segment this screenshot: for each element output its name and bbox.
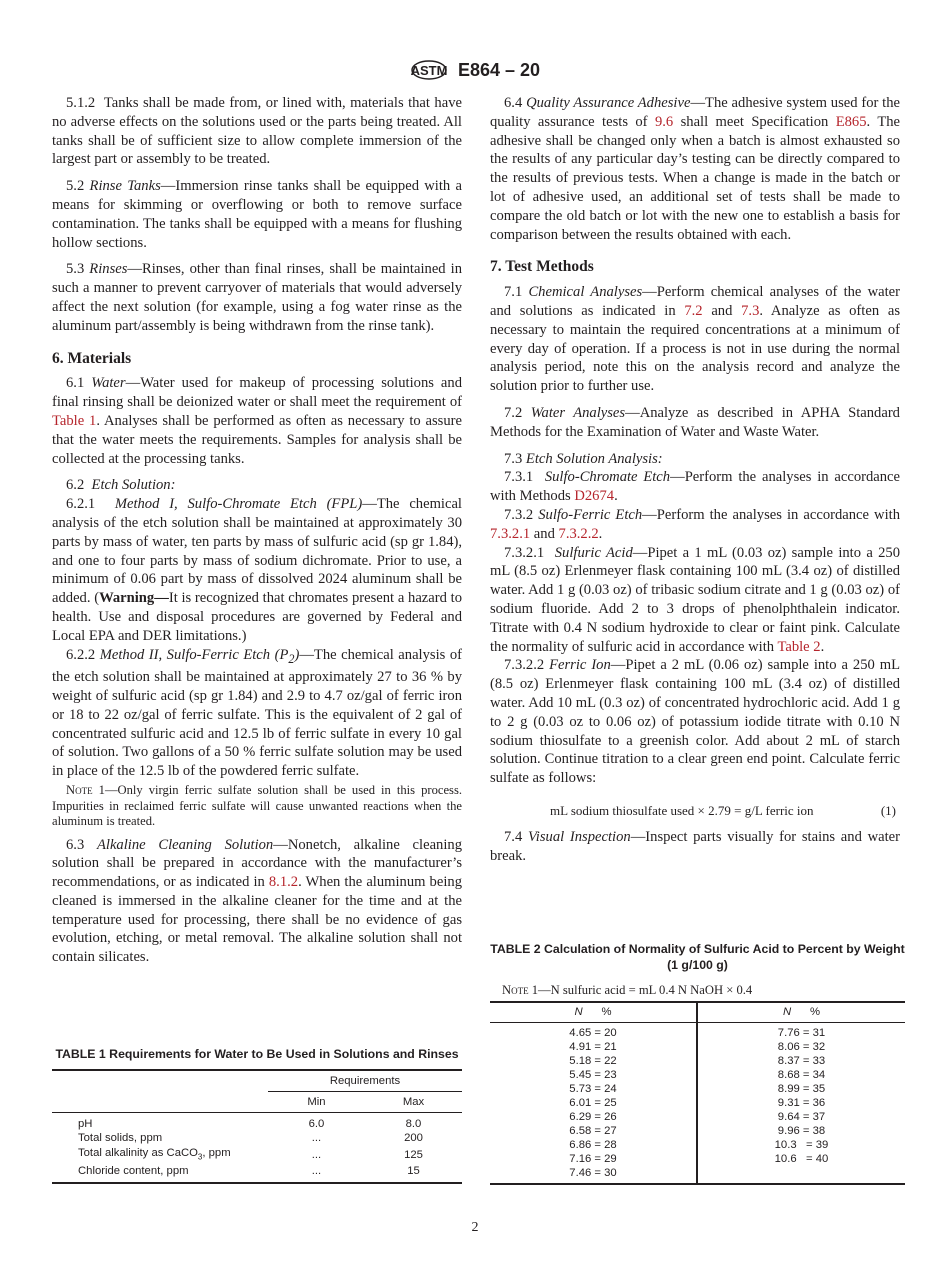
section-7-3-2-1-link[interactable]: 7.3.2.1 — [490, 525, 531, 542]
max-header: Max — [402, 1095, 425, 1108]
table-row: 5.73 = 24 8.99 = 35 — [490, 1082, 905, 1096]
astm-logo-icon — [410, 56, 448, 84]
equation-expression: mL sodium thiosulfate used × 2.79 = g/L ferric ion — [550, 802, 814, 818]
e865-link[interactable]: E865 — [835, 113, 867, 130]
table-row: 6.58 = 27 9.96 = 38 — [490, 1124, 905, 1138]
left-column — [52, 94, 462, 975]
right-column — [490, 94, 900, 873]
d2674-link[interactable]: D2674 — [574, 488, 615, 505]
table-2-link[interactable]: Table 2 — [777, 638, 821, 655]
section-7-2-link[interactable]: 7.2 — [684, 302, 703, 319]
section-7-2: 7.2 Water Analyses—Analyze as described in APHA Standard Methods for the Examination of Water and Waste Water. — [490, 404, 900, 440]
table-1-title: TABLE 1 Requirements for Water to Be Used in Solutions and Rinses — [55, 1047, 459, 1061]
section-5-3: 5.3 Rinses—Rinses, other than final rinses, shall be maintained in such a manner to prevent carryover of materials that would adversely affect the next solution (for example, using a fog water rinse as the aluminum part/assembly is being withdrawn from the rinse tank). — [52, 261, 462, 334]
document-id: E864 – 20 — [457, 59, 541, 80]
section-5-2: 5.2 Rinse Tanks—Immersion rinse tanks shall be equipped with a means for skimming or overflowing or both to remove surface contamination. The tanks shall be equipped with a means for flushing hollow sections. — [52, 178, 462, 251]
section-5-1-2: 5.1.2 Tanks shall be made from, or lined with, materials that have no adverse effects on the solutions used or the parts being treated. All tanks shall be of sufficient size to allow complete immersion of the largest part or assembly to be treated. — [52, 95, 462, 168]
table-row: 5.18 = 22 8.37 = 33 — [490, 1054, 905, 1068]
table-row: Total solids, ppm ... 200 — [78, 1132, 423, 1145]
equation-number: (1) — [880, 802, 896, 818]
section-8-1-2-link[interactable]: 8.1.2 — [268, 874, 299, 891]
section-heading-materials: 6. Materials — [52, 349, 132, 367]
table-row: 7.46 = 30 — [490, 1166, 905, 1184]
section-9-6-link[interactable]: 9.6 — [654, 113, 674, 130]
note-1: Note 1—Only virgin ferric sulfate solution shall be used in this process. Impurities in reclaimed ferric sulfate will cause unwanted reactions when the aluminum is treated. — [52, 783, 463, 828]
table-2-note: Note 1—N sulfuric acid = mL 0.4 N NaOH × 0.4 — [502, 983, 753, 997]
table-row: 6.01 = 25 9.31 = 36 — [490, 1096, 905, 1110]
svg-text:ASTM: ASTM — [410, 63, 448, 78]
table-2-header-left: N % — [490, 1002, 697, 1023]
section-6-2-2: 6.2.2 Method II, Sulfo-Ferric Etch $(P_2)—The$ chemical analysis of the etch solution shall be maintained at approximately 27 to 36 % by weight of sulfuric acid (sp gr 1.84) and 2.9 to 4.7 oz/gal of ferric iron or 18 to 22 oz/gal of ferric sulfate. This is the equivalent of 2 gal of concentrated sulfuric acid and 12.5 lb of ferric sulfate in every 10 gal of solution. Two gallons of a 50 % ferric sulfate solution may be used in place of the 12.5 lb of the powdered ferric sulfate. — [52, 646, 462, 780]
table-1 — [52, 1047, 462, 1184]
section-heading-test-methods: 7. Test Methods — [490, 258, 594, 276]
table-row: 6.86 = 28 10.3 = 39 — [490, 1138, 905, 1152]
requirements-header: Requirements — [268, 1070, 462, 1092]
min-header: Min — [307, 1095, 326, 1108]
section-6-2-1: 6.2.1 Method I, Sulfo-Chromate Etch (FPL)—The chemical analysis of the etch solution shall be maintained at approximately 30 parts by mass of water, ten parts by mass of sulfuric acid (sp gr 1.84), and one to four parts by mass of sodium dichromate. Prior to use, a minimum of 0.06 part by mass of dissolved 2024 aluminum shall be added. (Warning—It is recognized that chromates present a hazard to health. Use and disposal procedures are governed by Federal and Local EPA and DER limitations.) — [52, 496, 462, 644]
table-row: 6.29 = 26 9.64 = 37 — [490, 1110, 905, 1124]
table-1-link[interactable]: Table 1 — [52, 412, 97, 429]
page-number: 2 — [471, 1220, 479, 1235]
table-row: pH 6.0 8.0 — [78, 1118, 422, 1131]
section-7-3-2-1: 7.3.2.1 Sulfuric Acid—Pipet a 1 mL (0.03 oz) sample into a 250 mL (8.5 oz) Erlenmeyer flask containing 100 mL (3.4 oz) of distilled water. Add 1 g (0.03 oz) of tribasic sodium citrate and 1 g (0.03 oz) of sodium fluoride. Add 2 to 3 drops of phenolphthalein indicator. Titrate with 0.4 N sodium hydroxide to clear or faint pink. Calculate the normality of sulfuric acid in accordance with Table 2. — [490, 544, 901, 655]
equation-1 — [490, 802, 900, 820]
section-7-3-1: 7.3.1 Sulfo-Chromate Etch—Perform the analyses in accordance with Methods D2674. — [490, 469, 901, 505]
section-7-3-link[interactable]: 7.3 — [741, 302, 760, 319]
table-2-header-right: N % — [782, 1006, 821, 1018]
table-row: 4.65 = 20 7.76 = 31 — [490, 1023, 905, 1041]
section-6-1: 6.1 Water—Water used for makeup of processing solutions and final rinsing shall be deionized water or shall meet the requirement of Table 1. Analyses shall be performed as often as necessary to assure that the water meets the requirements. Samples for analysis shall be collected at the processing tanks. — [52, 375, 462, 467]
section-7-3-2: 7.3.2 Sulfo-Ferric Etch—Perform the analyses in accordance with 7.3.2.1 and 7.3.2.2. — [490, 506, 900, 542]
table-row: 5.45 = 23 8.68 = 34 — [490, 1068, 905, 1082]
table-2 — [490, 942, 905, 1185]
section-7-3-2-2: 7.3.2.2 Ferric Ion—Pipet a 2 mL (0.06 oz) sample into a 250 mL (8.5 oz) Erlenmeyer flask containing 100 mL (3.4 oz) of distilled water. Add 10 mL (0.3 oz) of concentrated hydrochloric acid. Add 1 g to 2 g (0.03 oz to 0.06 oz) of potassium iodide titrate with 0.10 N sodium thiosulfate to a greenish color. Add about 2 mL of starch solution. Continue titration to a clear green end point. Calculate ferric sulfate as follows: — [490, 657, 900, 787]
table-row: 4.91 = 21 8.06 = 32 — [490, 1040, 905, 1054]
table-row: Chloride content, ppm ... 15 — [78, 1165, 420, 1178]
section-7-4: 7.4 Visual Inspection—Inspect parts visually for stains and water break. — [490, 828, 900, 864]
section-6-2: 6.2 Etch Solution: — [66, 477, 176, 494]
section-7-3-2-2-link[interactable]: 7.3.2.2 — [558, 525, 599, 542]
section-6-3: 6.3 Alkaline Cleaning Solution—Nonetch, alkaline cleaning solution shall be prepared in accordance with the manufacturer’s recommendations, or as indicated in 8.1.2. When the aluminum being cleaned is immersed in the alkaline cleaner for the time and at the temperature used for processing, there shall be no evidence of gas evolution, etching, or metal removal. The alkaline solution shall not contain silicates. — [52, 836, 462, 966]
section-7-3: 7.3 Etch Solution Analysis: — [504, 450, 663, 467]
section-7-1: 7.1 Chemical Analyses—Perform chemical analyses of the water and solutions as indicated in 7.2 and 7.3. Analyze as often as necessary to maintain the required concentrations at a minimum of every day of operation. If a process is not in use during the normal analysis period, note this on the analysis record and analyze the solution prior to further use. — [490, 284, 900, 395]
table-2-title: TABLE 2 Calculation of Normality of Sulfuric Acid to Percent by Weight (1 g/100 g) — [490, 942, 905, 972]
table-row: 7.16 = 29 10.6 = 40 — [490, 1152, 905, 1166]
page-header — [0, 56, 950, 86]
table-row: Total alkalinity as CaCO$_3$, ppm ... 125 — [78, 1146, 423, 1161]
section-6-4: 6.4 Quality Assurance Adhesive—The adhesive system used for the quality assurance tests of 9.6 shall meet Specification E865. The adhesive shall be changed only when a batch is almost exhausted so the results of any particular day’s testing can be directly compared to the results of previous tests. When a change is made in the batch or lot of adhesive used, an additional set of tests shall be made to compare the old batch or lot with the new one to establish a basis for comparison between the results obtained with each. — [490, 95, 901, 243]
